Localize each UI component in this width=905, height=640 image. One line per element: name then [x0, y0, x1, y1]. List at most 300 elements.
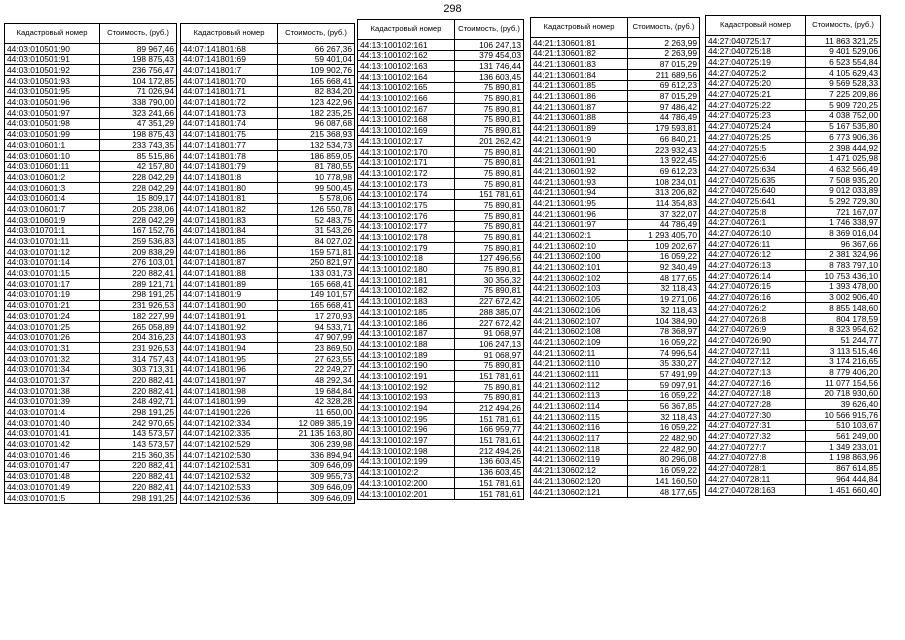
cost-cell: 228 042,29 — [100, 182, 177, 193]
cost-cell: 32 118,43 — [628, 305, 700, 316]
cost-cell: 9 569 528,33 — [806, 78, 881, 89]
table-row — [531, 112, 700, 123]
cadastral-table-5 — [705, 15, 881, 496]
cost-cell: 143 573,57 — [100, 439, 177, 450]
table-row — [531, 358, 700, 369]
table-row — [358, 253, 524, 264]
table-row — [5, 300, 177, 311]
cost-cell: 22 249,27 — [278, 364, 355, 375]
cost-cell: 48 177,65 — [628, 273, 700, 284]
header-cost: Стоимость, (руб.) — [806, 16, 881, 36]
cost-cell: 11 077 154,56 — [806, 378, 881, 389]
table-row — [5, 97, 177, 108]
table-row — [706, 442, 881, 453]
table-row — [531, 422, 700, 433]
table-row — [181, 396, 355, 407]
table-row — [706, 217, 881, 228]
cost-cell: 126 550,78 — [278, 204, 355, 215]
cadastral-number-cell: 44:27:040726:14 — [706, 271, 806, 282]
table-row — [706, 110, 881, 121]
cadastral-number-cell: 44:21:130601:81 — [531, 38, 628, 49]
table-row — [358, 93, 524, 104]
table-row — [181, 300, 355, 311]
cadastral-number-cell: 44:03:010501:93 — [5, 76, 100, 87]
table-row — [706, 153, 881, 164]
cost-cell: 220 882,41 — [100, 482, 177, 493]
cost-cell: 99 500,45 — [278, 182, 355, 193]
cost-cell: 123 422,96 — [278, 97, 355, 108]
cost-cell: 21 135 163,80 — [278, 428, 355, 439]
cost-cell: 66 267,36 — [278, 44, 355, 55]
cadastral-number-cell: 44:21:130601:83 — [531, 59, 628, 70]
cadastral-number-cell: 44:03:010501:97 — [5, 108, 100, 119]
cost-cell: 2 263,99 — [628, 38, 700, 49]
table-row — [5, 150, 177, 161]
cost-cell: 151 781,61 — [455, 478, 524, 489]
cost-cell: 220 882,41 — [100, 386, 177, 397]
table-row — [358, 157, 524, 168]
cost-cell: 35 330,27 — [628, 358, 700, 369]
cost-cell: 10 778,98 — [278, 172, 355, 183]
cost-cell: 10 753 436,10 — [806, 271, 881, 282]
cadastral-number-cell: 44:13:100102:187 — [358, 328, 455, 339]
cost-cell: 16 059,22 — [628, 465, 700, 476]
cadastral-number-cell: 44:07:141801:68 — [181, 44, 278, 55]
cadastral-number-cell: 44:21:130602:12 — [531, 465, 628, 476]
cost-cell: 201 262,42 — [455, 136, 524, 147]
table-row — [358, 146, 524, 157]
cost-cell: 84 027,02 — [278, 236, 355, 247]
table-row — [5, 172, 177, 183]
cadastral-number-cell: 44:03:010701:4 — [5, 407, 100, 418]
cadastral-number-cell: 44:13:100102:183 — [358, 296, 455, 307]
cadastral-number-cell: 44:07:141801:9 — [181, 289, 278, 300]
header-cadastral-number: Кадастровый номер — [358, 20, 455, 40]
cadastral-number-cell: 44:03:010701:48 — [5, 471, 100, 482]
cadastral-number-cell: 44:21:130602:1 — [531, 230, 628, 241]
header-cost: Стоимость, (руб.) — [455, 20, 524, 40]
cost-cell: 212 494,26 — [455, 403, 524, 414]
cost-cell: 211 689,56 — [628, 70, 700, 81]
cost-cell: 8 779 406,20 — [806, 367, 881, 378]
cadastral-number-cell: 44:21:130601:82 — [531, 48, 628, 59]
cost-cell: 104 172,85 — [100, 76, 177, 87]
table-row — [181, 257, 355, 268]
cost-cell: 242 970,65 — [100, 418, 177, 429]
table-row — [358, 125, 524, 136]
cadastral-number-cell: 44:21:130601:92 — [531, 166, 628, 177]
cost-cell: 96 087,68 — [278, 118, 355, 129]
table-row — [358, 317, 524, 328]
table-row — [706, 303, 881, 314]
table-row — [181, 311, 355, 322]
table-row — [5, 343, 177, 354]
header-cost: Стоимость, (руб.) — [278, 24, 355, 44]
cadastral-number-cell: 44:03:010601:9 — [5, 215, 100, 226]
table-row — [5, 182, 177, 193]
cadastral-number-cell: 44:27:040727:8 — [706, 452, 806, 463]
cadastral-number-cell: 44:13:100102:190 — [358, 360, 455, 371]
table-row — [706, 378, 881, 389]
cadastral-number-cell: 44:03:010601:7 — [5, 204, 100, 215]
table-row — [706, 68, 881, 79]
table-row — [5, 364, 177, 375]
cost-cell: 233 743,35 — [100, 140, 177, 151]
cost-cell: 106 247,13 — [455, 40, 524, 51]
table-row — [358, 50, 524, 61]
cadastral-number-cell: 44:07:141801:73 — [181, 108, 278, 119]
cost-cell: 57 491,99 — [628, 369, 700, 380]
cost-cell: 75 890,81 — [455, 211, 524, 222]
table-row — [5, 236, 177, 247]
cost-cell: 16 059,22 — [628, 422, 700, 433]
cadastral-number-cell: 44:27:040726:8 — [706, 313, 806, 324]
cadastral-number-cell: 44:21:130601:9 — [531, 134, 628, 145]
cost-cell: 179 593,81 — [628, 123, 700, 134]
table-row — [531, 305, 700, 316]
cost-cell: 7 508 935,20 — [806, 174, 881, 185]
table-row — [5, 471, 177, 482]
cost-cell: 165 668,41 — [278, 300, 355, 311]
cadastral-number-cell: 44:07:141801:7 — [181, 65, 278, 76]
cadastral-number-cell: 44:21:130601:96 — [531, 209, 628, 220]
cost-cell: 2 263,99 — [628, 48, 700, 59]
cost-cell: 209 838,29 — [100, 247, 177, 258]
cost-cell: 561 249,00 — [806, 431, 881, 442]
cost-cell: 303 713,31 — [100, 364, 177, 375]
cost-cell: 19 271,06 — [628, 294, 700, 305]
cadastral-number-cell: 44:21:130602:100 — [531, 251, 628, 262]
cost-cell: 336 894,94 — [278, 450, 355, 461]
cadastral-number-cell: 44:07:141801:79 — [181, 161, 278, 172]
cost-cell: 31 543,26 — [278, 225, 355, 236]
cadastral-number-cell: 44:21:130602:10 — [531, 241, 628, 252]
table-row — [5, 353, 177, 364]
cadastral-number-cell: 44:27:040727:12 — [706, 356, 806, 367]
cadastral-number-cell: 44:13:100102:196 — [358, 424, 455, 435]
cadastral-number-cell: 44:03:010701:12 — [5, 247, 100, 258]
cost-cell: 228 042,29 — [100, 172, 177, 183]
cadastral-number-cell: 44:03:010701:40 — [5, 418, 100, 429]
table-row — [531, 91, 700, 102]
cadastral-number-cell: 44:21:130602:114 — [531, 401, 628, 412]
cadastral-number-cell: 44:13:100102:189 — [358, 349, 455, 360]
table-row — [531, 38, 700, 49]
cadastral-number-cell: 44:21:130601:85 — [531, 80, 628, 91]
cost-cell: 8 855 148,60 — [806, 303, 881, 314]
cost-cell: 56 367,85 — [628, 401, 700, 412]
table-row — [181, 65, 355, 76]
table-row — [181, 215, 355, 226]
table-row — [5, 289, 177, 300]
cadastral-number-cell: 44:13:100102:186 — [358, 317, 455, 328]
table-row — [5, 386, 177, 397]
table-row — [181, 204, 355, 215]
cadastral-number-cell: 44:03:010701:38 — [5, 386, 100, 397]
table-row — [358, 40, 524, 51]
cadastral-number-cell: 44:21:130601:94 — [531, 187, 628, 198]
cadastral-number-cell: 44:27:040725:24 — [706, 121, 806, 132]
table-row — [706, 249, 881, 260]
cadastral-number-cell: 44:21:130602:102 — [531, 273, 628, 284]
cost-cell: 166 959,77 — [455, 424, 524, 435]
table-row — [181, 471, 355, 482]
cadastral-number-cell: 44:21:130602:116 — [531, 422, 628, 433]
table-row — [531, 241, 700, 252]
cadastral-number-cell: 44:03:010701:26 — [5, 332, 100, 343]
cadastral-number-cell: 44:03:010601:11 — [5, 161, 100, 172]
cost-cell: 11 650,00 — [278, 407, 355, 418]
cost-cell: 75 890,81 — [455, 93, 524, 104]
cadastral-number-cell: 44:21:130601:90 — [531, 144, 628, 155]
table-row — [181, 289, 355, 300]
table-row — [531, 337, 700, 348]
cadastral-number-cell: 44:03:010701:11 — [5, 236, 100, 247]
cadastral-number-cell: 44:21:130602:107 — [531, 315, 628, 326]
cost-cell: 23 869,50 — [278, 343, 355, 354]
table-row — [358, 349, 524, 360]
cadastral-number-cell: 44:03:010601:4 — [5, 193, 100, 204]
table-row — [706, 57, 881, 68]
cost-cell: 71 026,94 — [100, 86, 177, 97]
cadastral-number-cell: 44:13:100102:18 — [358, 253, 455, 264]
cost-cell: 47 351,29 — [100, 118, 177, 129]
cadastral-number-cell: 44:03:010701:21 — [5, 300, 100, 311]
cadastral-number-cell: 44:13:100102:195 — [358, 414, 455, 425]
cost-cell: 32 118,43 — [628, 412, 700, 423]
table-row — [181, 172, 355, 183]
table-row — [5, 311, 177, 322]
cost-cell: 94 533,71 — [278, 321, 355, 332]
table-row — [706, 474, 881, 485]
cost-cell: 867 614,85 — [806, 463, 881, 474]
table-row — [181, 236, 355, 247]
cadastral-number-cell: 44:03:010501:92 — [5, 65, 100, 76]
cadastral-number-cell: 44:13:100102:169 — [358, 125, 455, 136]
cadastral-number-cell: 44:13:100102:173 — [358, 178, 455, 189]
cost-cell: 141 160,50 — [628, 476, 700, 487]
table-row — [531, 198, 700, 209]
table-row — [181, 247, 355, 258]
cost-cell: 74 996,54 — [628, 347, 700, 358]
cost-cell: 309 646,09 — [278, 460, 355, 471]
cadastral-number-cell: 44:27:040727:16 — [706, 378, 806, 389]
table-row — [706, 463, 881, 474]
cadastral-number-cell: 44:07:141801:78 — [181, 150, 278, 161]
cost-cell: 75 890,81 — [455, 146, 524, 157]
cadastral-number-cell: 44:03:010701:5 — [5, 492, 100, 503]
table-row — [358, 285, 524, 296]
table-row — [5, 418, 177, 429]
table-row — [706, 324, 881, 335]
cadastral-number-cell: 44:13:100102:193 — [358, 392, 455, 403]
cost-cell: 1 393 478,00 — [806, 281, 881, 292]
table-row — [531, 209, 700, 220]
cost-cell: 3 002 906,40 — [806, 292, 881, 303]
cadastral-number-cell: 44:03:010701:39 — [5, 396, 100, 407]
table-row — [531, 412, 700, 423]
cost-cell: 69 612,23 — [628, 80, 700, 91]
table-row — [358, 275, 524, 286]
table-row — [181, 140, 355, 151]
cost-cell: 69 612,23 — [628, 166, 700, 177]
cost-cell: 151 781,61 — [455, 435, 524, 446]
cadastral-number-cell: 44:27:040725:18 — [706, 46, 806, 57]
table-row — [5, 407, 177, 418]
cost-cell: 44 786,49 — [628, 219, 700, 230]
cadastral-number-cell: 44:27:040726:11 — [706, 239, 806, 250]
cadastral-number-cell: 44:21:130602:109 — [531, 337, 628, 348]
table-row — [706, 174, 881, 185]
cost-cell: 182 235,25 — [278, 108, 355, 119]
cadastral-number-cell: 44:21:130602:110 — [531, 358, 628, 369]
table-row — [531, 230, 700, 241]
cadastral-number-cell: 44:13:100102:197 — [358, 435, 455, 446]
cost-cell: 6 773 906,36 — [806, 132, 881, 143]
cost-cell: 75 890,81 — [455, 221, 524, 232]
header-cadastral-number: Кадастровый номер — [181, 24, 278, 44]
table-row — [358, 371, 524, 382]
table-row — [5, 492, 177, 503]
table-row — [181, 225, 355, 236]
table-row — [358, 435, 524, 446]
cadastral-number-cell: 44:21:130602:112 — [531, 380, 628, 391]
cost-cell: 42 328,28 — [278, 396, 355, 407]
table-row — [706, 36, 881, 47]
cost-cell: 106 247,13 — [455, 339, 524, 350]
cost-cell: 306 239,98 — [278, 439, 355, 450]
cadastral-number-cell: 44:13:100102:188 — [358, 339, 455, 350]
cadastral-number-cell: 44:27:040725:5 — [706, 142, 806, 153]
cadastral-number-cell: 44:13:100102:198 — [358, 446, 455, 457]
cadastral-table-3 — [357, 19, 524, 500]
table-row — [531, 283, 700, 294]
cost-cell: 309 955,73 — [278, 471, 355, 482]
cadastral-number-cell: 44:07:142102:334 — [181, 418, 278, 429]
cost-cell: 66 840,21 — [628, 134, 700, 145]
cadastral-number-cell: 44:07:141801:89 — [181, 279, 278, 290]
table-row — [706, 281, 881, 292]
cost-cell: 298 191,25 — [100, 407, 177, 418]
cost-cell: 159 571,81 — [278, 247, 355, 258]
cadastral-number-cell: 44:21:130602:119 — [531, 454, 628, 465]
cadastral-number-cell: 44:27:040726:15 — [706, 281, 806, 292]
table-row — [181, 182, 355, 193]
cost-cell: 75 890,81 — [455, 168, 524, 179]
cadastral-number-cell: 44:07:141801:96 — [181, 364, 278, 375]
table-row — [531, 123, 700, 134]
cost-cell: 75 890,81 — [455, 178, 524, 189]
cadastral-number-cell: 44:07:142102:529 — [181, 439, 278, 450]
table-row — [358, 296, 524, 307]
cost-cell: 20 718 930,60 — [806, 388, 881, 399]
cost-cell: 75 890,81 — [455, 264, 524, 275]
table-row — [706, 452, 881, 463]
cost-cell: 309 646,09 — [278, 492, 355, 503]
cadastral-number-cell: 44:27:040727:32 — [706, 431, 806, 442]
table-row — [531, 315, 700, 326]
cadastral-number-cell: 44:07:141801:8 — [181, 172, 278, 183]
cost-cell: 91 068,97 — [455, 328, 524, 339]
table-row — [181, 418, 355, 429]
cost-cell: 1 451 660,40 — [806, 484, 881, 495]
table-row — [531, 134, 700, 145]
table-row — [531, 155, 700, 166]
table-row — [706, 388, 881, 399]
cost-cell: 167 152,76 — [100, 225, 177, 236]
cost-cell: 265 058,89 — [100, 321, 177, 332]
cost-cell: 75 890,81 — [455, 232, 524, 243]
cadastral-number-cell: 44:07:141801:94 — [181, 343, 278, 354]
cost-cell: 7 225 209,86 — [806, 89, 881, 100]
cost-cell: 1 198 863,96 — [806, 452, 881, 463]
cadastral-number-cell: 44:07:141801:93 — [181, 332, 278, 343]
cadastral-number-cell: 44:21:130602:120 — [531, 476, 628, 487]
cadastral-number-cell: 44:27:040728:11 — [706, 474, 806, 485]
table-row — [358, 328, 524, 339]
cost-cell: 205 238,06 — [100, 204, 177, 215]
table-row — [531, 465, 700, 476]
cost-cell: 52 483,75 — [278, 215, 355, 226]
cost-cell: 127 496,56 — [455, 253, 524, 264]
table-row — [706, 484, 881, 495]
cadastral-number-cell: 44:07:142102:533 — [181, 482, 278, 493]
cadastral-number-cell: 44:03:010701:15 — [5, 268, 100, 279]
cost-cell: 39 626,40 — [806, 399, 881, 410]
table-row — [358, 82, 524, 93]
cadastral-number-cell: 44:21:130601:88 — [531, 112, 628, 123]
cost-cell: 8 323 954,62 — [806, 324, 881, 335]
cost-cell: 133 031,73 — [278, 268, 355, 279]
header-cost: Стоимость, (руб.) — [628, 18, 700, 38]
cadastral-number-cell: 44:13:100102:165 — [358, 82, 455, 93]
table-row — [181, 86, 355, 97]
table-row — [358, 478, 524, 489]
cadastral-number-cell: 44:13:100102:17 — [358, 136, 455, 147]
table-row — [531, 369, 700, 380]
table-row — [181, 129, 355, 140]
cost-cell: 136 603,45 — [455, 467, 524, 478]
cost-cell: 22 482,90 — [628, 433, 700, 444]
table-row — [5, 450, 177, 461]
cost-cell: 1 471 025,98 — [806, 153, 881, 164]
table-row — [5, 86, 177, 97]
table-row — [358, 424, 524, 435]
table-row — [531, 433, 700, 444]
table-row — [531, 59, 700, 70]
cadastral-number-cell: 44:13:100102:163 — [358, 61, 455, 72]
cadastral-number-cell: 44:21:130601:86 — [531, 91, 628, 102]
table-row — [531, 273, 700, 284]
cadastral-table-1 — [4, 23, 177, 504]
table-row — [358, 456, 524, 467]
table-row — [5, 193, 177, 204]
table-row — [181, 428, 355, 439]
cost-cell: 143 573,57 — [100, 428, 177, 439]
table-row — [531, 144, 700, 155]
table-row — [531, 476, 700, 487]
cadastral-number-cell: 44:07:141801:70 — [181, 76, 278, 87]
table-row — [358, 446, 524, 457]
cost-cell: 89 967,46 — [100, 44, 177, 55]
cost-cell: 8 369 016,04 — [806, 228, 881, 239]
table-row — [181, 375, 355, 386]
cost-cell: 82 834,20 — [278, 86, 355, 97]
table-row — [5, 225, 177, 236]
table-row — [358, 467, 524, 478]
cadastral-number-cell: 44:03:010501:91 — [5, 54, 100, 65]
cadastral-number-cell: 44:13:100102:181 — [358, 275, 455, 286]
